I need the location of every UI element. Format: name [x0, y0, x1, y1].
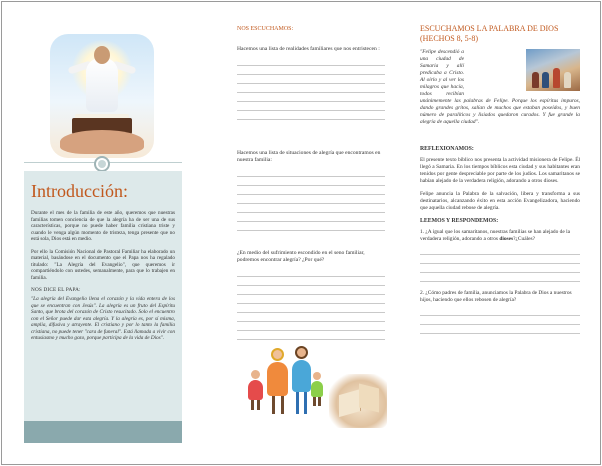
respond-lines-2[interactable] — [420, 307, 580, 334]
intro-panel — [24, 171, 182, 421]
intro-paragraph-1: Durante el mes de la familia de este año, queremos que nuestras familias tomen conciencia de que la alegría ha de ser una de sus características, porque no puede haber familia cristiana triste y cuando le venga algún momento de tristeza, tenga presente que no está sola, Dios está en medio. — [31, 210, 175, 242]
scripture-text: "Felipe descendió a una ciudad de Samaria y allí predicaba a Cristo. Al oírlo y al ver los milagros que hacía, todos recibían unánimemente las palabras de Felipe. Porque los espíritus impuros, dando grandes gritos, salían de muchos que estaban poseídos, y buen número de paralíticos y lisiados quedaron curados. Y fue grande la alegría de aquella ciudad". — [420, 49, 580, 126]
reflect-paragraph-2: Felipe anuncia la Palabra de la salvación, libera y transforma a sus destinatarios, alcanzando éxito en esta acción Evangelizadora, haciendo que aquella ciudad rebose de alegría. — [420, 191, 580, 212]
intro-title: Introducción: — [31, 181, 128, 201]
question-1: Hacemos una lista de realidades familiares que nos entristecen : — [237, 46, 380, 52]
respond-question-2: 2. ¿Cómo padres de familia, anunciamos la Palabra de Dios a nuestros hijos, haciendo que ellos rebosen de alegría? — [420, 290, 572, 304]
intro-paragraph-2: Por ello la Comisión Nacional de Pastoral Familiar ha elaborado un material, basándose en el documento que el Papa nos ha regalado titulado: "La Alegría del Evangelio", que queremos ir compartiéndolo con ustedes, semanalmente, para que lo trabajen en familia. — [31, 248, 175, 281]
question-2: Hacemos una lista de situaciones de alegría que encontramos en nuestra familia: — [237, 150, 381, 164]
middle-column — [237, 26, 385, 446]
pope-heading: NOS DICE EL PAPA: — [31, 287, 81, 293]
jesus-with-bible-image — [50, 34, 154, 158]
reflect-paragraph-1: El presente texto bíblico nos presenta la actividad misionera de Felipe. Él llegó a Samaria. En los tiempos bíblicos esta ciudad y sus habitantes eran tenidos por gente despreciable por parte de los judíos. Los samaritanos se habían alejado de la verdadera religión, adorando a otros dioses. — [420, 157, 580, 185]
family-illustration — [241, 344, 331, 434]
pope-quote: "La alegría del Evangelio llena el corazón y la vida entera de los que se encuentran con Jesús". La alegría es un fruto del Espíritu Santo, que brota del corazón de Cristo resucitado. Solo el encuentro con el Señor puede dar esta alegría. Y la alegría es, por sí misma, amplia, difusiva y atrayente. El cristiano y por lo tanto la familia cristiana, no puede tener "cara de funeral". Está llamada a vivir con entusiasmo y mucho gozo, porque participa de la vida de Dios". — [31, 296, 175, 341]
question-3: ¿En medio del sufrimiento escondido en el seno familiar, podremos encontrar alegría? ¿Por qué? — [237, 250, 365, 264]
hands-icon — [60, 130, 144, 154]
answer-lines-3[interactable] — [237, 268, 385, 340]
brochure-page — [1, 1, 601, 465]
reflect-heading: REFLEXIONAMOS: — [420, 146, 474, 153]
read-respond-heading: LEEMOS Y RESPONDEMOS: — [420, 218, 499, 225]
question-block-2 — [237, 150, 385, 239]
question-block-1 — [237, 46, 385, 128]
answer-lines-2[interactable] — [237, 168, 385, 231]
section-title-escuchamos: NOS ESCUCHAMOS: — [237, 26, 294, 32]
scripture-title: ESCUCHAMOS LA PALABRA DE DIOS (HECHOS 8, 5-8) — [420, 24, 559, 43]
question-block-3 — [237, 250, 385, 348]
answer-lines-1[interactable] — [237, 57, 385, 120]
right-column — [420, 24, 580, 454]
respond-lines-1[interactable] — [420, 246, 580, 282]
footer-bar — [24, 421, 182, 443]
respond-question-1: 1. ¿A igual que los samaritanos, nuestras familias se han alejado de la verdadera religión, adorando a otros dioses?¿Cuáles? — [420, 229, 570, 243]
open-book-image — [329, 374, 387, 428]
left-column — [24, 16, 182, 456]
scripture-block — [420, 49, 580, 139]
